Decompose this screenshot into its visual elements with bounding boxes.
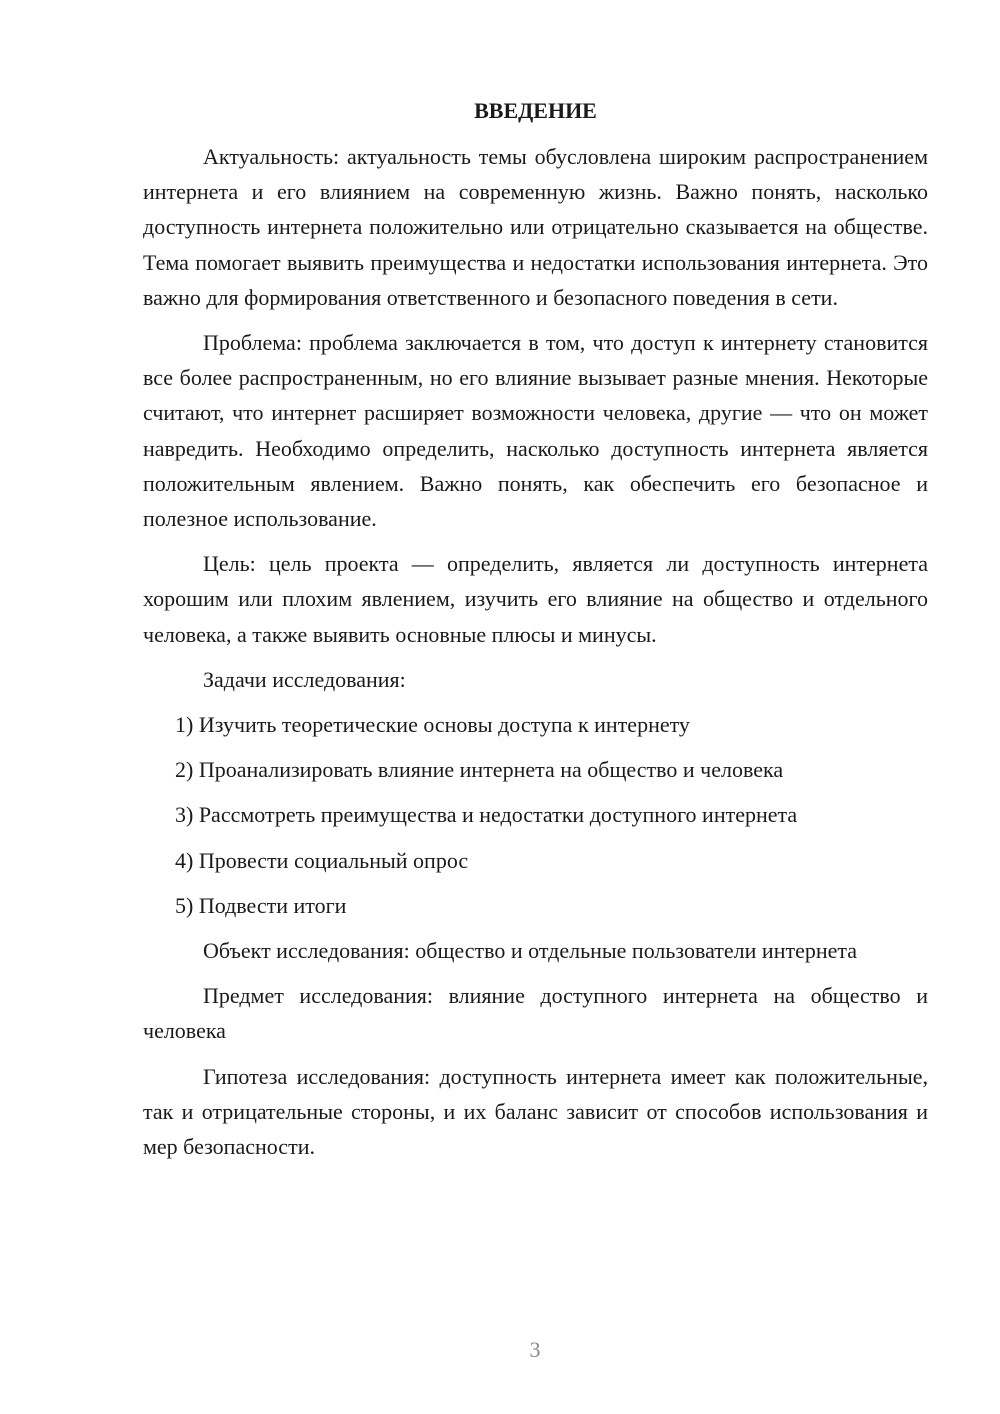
paragraph-hypothesis: Гипотеза исследования: доступность интернета имеет как положительные, так и отрицательные стороны, и их баланс зависит от способов использования и мер безопасности.: [143, 1063, 928, 1160]
task-item-1: 1) Изучить теоретические основы доступа к интернету: [175, 712, 690, 738]
tasks-heading: Задачи исследования:: [203, 666, 406, 692]
task-item-4: 4) Провести социальный опрос: [175, 847, 469, 873]
paragraph-problem: Проблема: проблема заключается в том, что доступ к интернету становится все более распространенным, но его влияние вызывает разные мнения. Некоторые считают, что интернет расширяет возможности человека, другие — что он может навредить. Необходимо определить, насколько доступность интернета является положительным явлением. Важно понять, как обеспечить его безопасное и полезное использование.: [143, 330, 928, 532]
paragraph-relevance: Актуальность: актуальность темы обусловлена широким распространением интернета и его влиянием на современную жизнь. Важно понять, насколько доступность интернета положительно или отрицательно сказывается на обществе. Тема помогает выявить преимущества и недостатки использования интернета. Это важно для формирования ответственного и безопасного поведения в сети.: [143, 144, 928, 310]
task-item-5: 5) Подвести итоги: [175, 892, 347, 918]
section-title: ВВЕДЕНИЕ: [474, 98, 597, 123]
task-item-3: 3) Рассмотреть преимущества и недостатки доступного интернета: [175, 802, 798, 828]
task-item-2: 2) Проанализировать влияние интернета на общество и человека: [175, 757, 784, 783]
paragraph-goal: Цель: цель проекта — определить, является ли доступность интернета хорошим или плохим явлением, изучить его влияние на общество и отдельного человека, а также выявить основные плюсы и минусы.: [143, 551, 928, 647]
paragraph-object: Объект исследования: общество и отдельные пользователи интернета: [203, 938, 858, 964]
page-content: [143, 95, 928, 1174]
page-number: 3: [529, 1337, 541, 1362]
paragraph-subject: Предмет исследования: влияние доступного интернета на общество и человека: [143, 983, 928, 1044]
